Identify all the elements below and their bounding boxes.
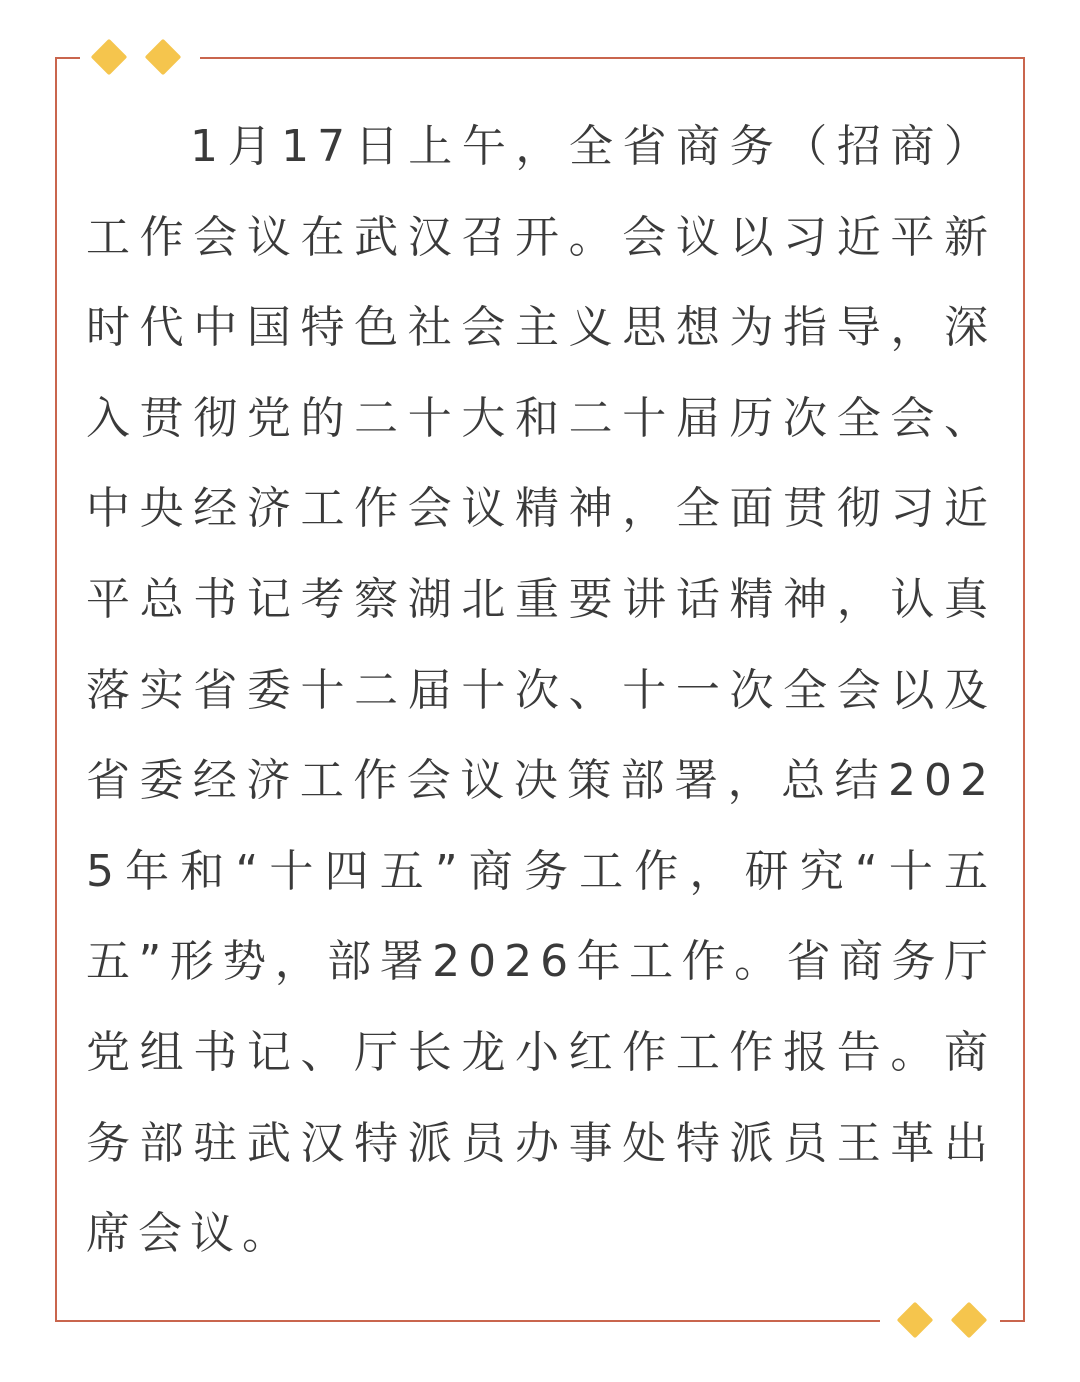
article-paragraph: 1月17日上午，全省商务（招商）工作会议在武汉召开。会议以习近平新时代中国特色社会主义思想为指导，深入贯彻党的二十大和二十届历次全会、中央经济工作会议精神，全面贯彻习近平总书记考察湖北重要讲话精神，认真落实省委十二届十次、十一次全会以及省委经济工作会议决策部署，总结2025年和“十四五”商务工作，研究“十五五”形势，部署2026年工作。省商务厅党组书记、厅长龙小红作工作报告。商务部驻武汉特派员办事处特派员王革出席会议。 (86, 121, 996, 1260)
